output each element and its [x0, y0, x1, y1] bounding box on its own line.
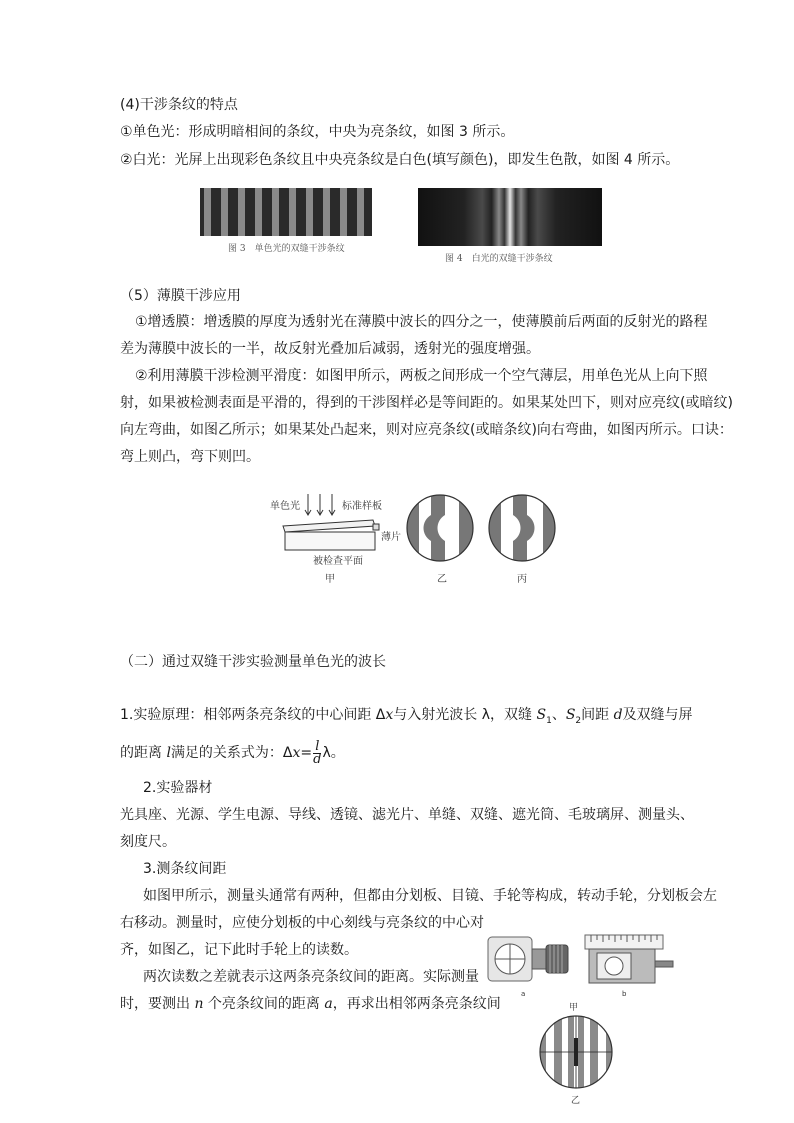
measure-line1: 如图甲所示，测量头通常有两种，但都由分划板、目镜、手轮等构成，转动手轮，分划板会左: [143, 888, 717, 904]
var-x: x: [385, 707, 394, 723]
mono-light-text: ①单色光：形成明暗相间的条纹，中央为亮条纹，如图 3 所示。: [120, 124, 515, 140]
measure-line3: 齐，如图乙，记下此时手轮上的读数。: [120, 942, 358, 958]
thin-sheet-label: 薄片: [381, 532, 401, 543]
std-plate-label: 标准样板: [342, 501, 382, 512]
fig-a-label: a: [521, 990, 526, 998]
measure-line2: 右移动。测量时，应使分划板的中心刻线与亮条纹的中心对: [120, 915, 484, 931]
flatness-line1: ②利用薄膜干涉检测平滑度：如图甲所示，两板之间形成一个空气薄层，用单色光从上向下照: [135, 368, 708, 384]
measure-heading: 3.测条纹间距: [143, 861, 227, 877]
fig3-mono-fringes: [200, 188, 372, 236]
m5-text-c: ，再求出相邻两条亮条纹间: [332, 996, 501, 1012]
fig-jia2-label: 甲: [569, 1003, 579, 1013]
separator: 、: [551, 707, 566, 723]
section4-heading: (4)干涉条纹的特点: [120, 97, 238, 113]
principle-text-d: 及双缝与屏: [622, 707, 693, 723]
fig-yi-label: 乙: [437, 574, 447, 585]
var-n: n: [194, 996, 204, 1012]
test-surface-label: 被检查平面: [313, 556, 363, 567]
mono-light-label: 单色光: [270, 501, 300, 512]
reticle-view: [538, 1014, 614, 1090]
measuring-head-b: [583, 933, 675, 987]
equipment-heading: 2.实验器材: [143, 780, 213, 796]
fraction-l-over-d: [313, 738, 322, 767]
fig4-caption: 图 4 白光的双缝干涉条纹: [445, 254, 553, 264]
dist-text-b: 满足的关系式为：Δ: [170, 745, 293, 761]
fig4-white-fringes: [418, 188, 602, 246]
fringe-concave-circle: [405, 493, 475, 563]
principle-text-a: 1.实验原理：相邻两条亮条纹的中心间距 Δ: [120, 707, 386, 723]
m5-text-a: 时，要测出: [120, 996, 195, 1012]
var-l: l: [166, 745, 171, 761]
fig3-caption: 图 3 单色光的双缝干涉条纹: [228, 244, 345, 254]
measuring-head-a: [486, 935, 572, 985]
flatness-line4: 弯上则凸，弯下则凹。: [120, 449, 260, 465]
fig-bing-label: 丙: [517, 574, 527, 585]
section5-heading: （5）薄膜干涉应用: [120, 288, 241, 304]
flatness-line3: 向左弯曲，如图乙所示；如果某处凸起来，则对应亮条纹(或暗条纹)向右弯曲，如图丙所示。口诀：: [120, 422, 733, 438]
frac-numerator: l: [313, 741, 321, 754]
part2-heading: （二）通过双缝干涉实验测量单色光的波长: [120, 654, 386, 670]
fringe-convex-circle: [487, 493, 557, 563]
principle-line1: [120, 705, 693, 731]
var-s2: S: [565, 707, 576, 723]
var-d: d: [613, 707, 623, 723]
fig-jia-label: 甲: [325, 574, 335, 585]
measure-line5: [120, 994, 501, 1014]
equipment-line2: 刻度尺。: [120, 834, 176, 850]
principle-text-b: 与入射光波长 λ，双缝: [393, 707, 537, 723]
equals-sign: =: [300, 745, 313, 761]
ar-coating-line1: ①增透膜：增透膜的厚度为透射光在薄膜中波长的四分之一，使薄膜前后两面的反射光的路程: [135, 314, 708, 330]
var-s1: S: [536, 707, 547, 723]
fig-b-label: b: [622, 990, 627, 998]
equipment-line1: 光具座、光源、学生电源、导线、透镜、滤光片、单缝、双缝、遮光筒、毛玻璃屏、测量头、: [120, 807, 694, 823]
flatness-line2: 射，如果被检测表面是平滑的，得到的干涉图样必是等间距的。如果某处凹下，则对应亮纹(或暗纹): [120, 395, 733, 411]
fig-yi2-label: 乙: [571, 1096, 581, 1106]
dist-text-a: 的距离: [120, 745, 167, 761]
frac-denominator: d: [313, 751, 322, 767]
measure-line4: 两次读数之差就表示这两条亮条纹间的距离。实际测量: [143, 969, 479, 985]
var-a: a: [324, 996, 333, 1012]
sub-1: 1: [546, 715, 552, 726]
lambda-end: λ。: [322, 745, 345, 761]
m5-text-b: 个亮条纹间的距离: [203, 996, 325, 1012]
ar-coating-line2: 差为薄膜中波长的一半，故反射光叠加后减弱，透射光的强度增强。: [120, 341, 540, 357]
principle-text-c: 间距: [581, 707, 614, 723]
principle-line2: [120, 738, 345, 768]
var-x2: x: [292, 745, 301, 761]
sub-2: 2: [575, 715, 582, 726]
white-light-text: ②白光：光屏上出现彩色条纹且中央亮条纹是白色(填写颜色)，即发生色散，如图 4 所示。: [120, 152, 680, 168]
